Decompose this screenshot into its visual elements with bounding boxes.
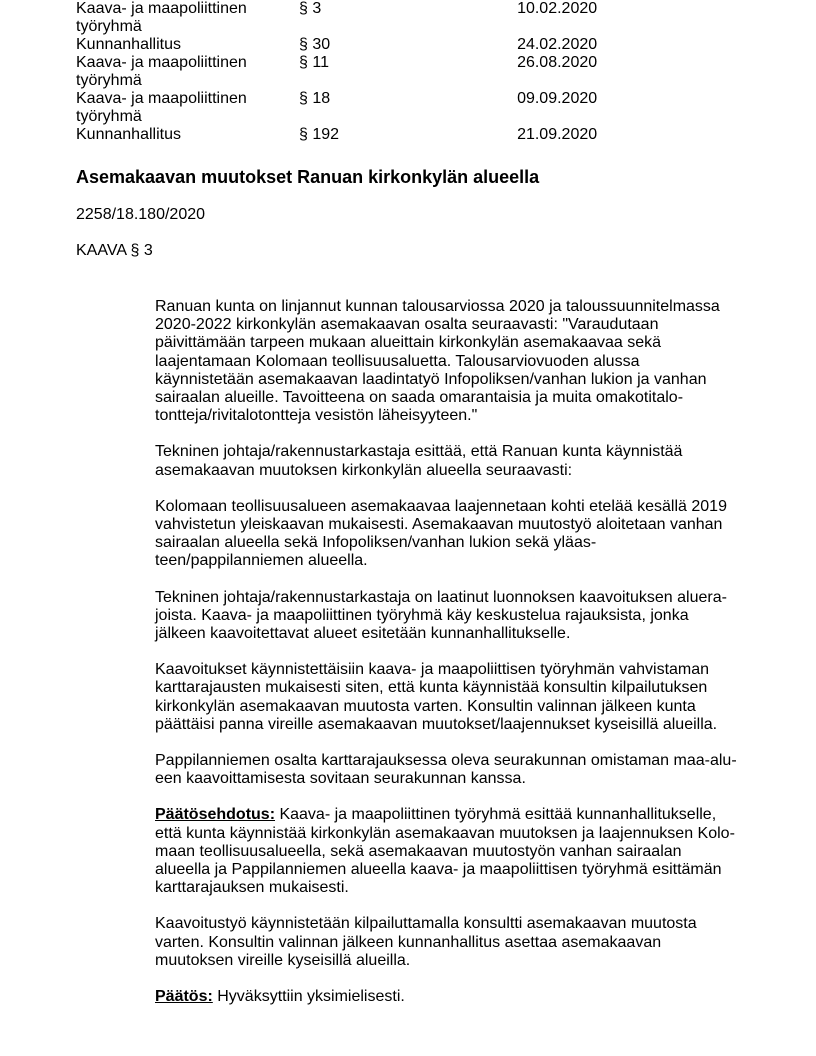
history-row [76,90,636,126]
history-body: Kaava- ja maapoliittinen työryhmä [76,90,247,125]
body-paragraph: Kaavoitukset käynnistettäisiin kaava- ja maapoliittisen työryhmän vahvistaman karttarajausten mukaisesti siten, että kunta käynnistää konsultin kilpailutuksen kirkonkylän asemakaavan muutosta varten. Konsultin valinnan jälkeen kunta päättäisi panna vireille asemakaavan muutokset/laajennukset kyseisillä alueilla. [155,661,718,733]
diary-number: 2258/18.180/2020 [76,206,206,223]
decision-text: Hyväksyttiin yksimielisesti. [212,988,405,1006]
history-section: § 30 [299,36,331,53]
proposal-text: Kaava- ja maapoliittinen työryhmä esittää kunnanhallitukselle, että kunta käynnistää kirkonkylän asemakaavan muutoksen ja laajennuksen Kolo- maan teollisuusalueella, sekä asemakaavan muutostyön vanhan sairaalan alueella ja Pappilanniemen alueella kaava- ja maapoliittisen työryhmä esittämän karttarajauksen mukaisesti. [155,806,735,897]
history-body: Kunnanhallitus [76,36,181,53]
body-paragraph: Tekninen johtaja/rakennustarkastaja esittää, että Ranuan kunta käynnistää asemakaavan muutoksen kirkonkylän alueella seuraavasti: [155,443,683,479]
body-paragraph: Kolomaan teollisuusalueen asemakaavaa laajennetaan kohti etelää kesällä 2019 vahvistetun yleiskaavan mukaisesti. Asemakaavan muutostyö aloitetaan vanhan sairaalan alueella sekä Infopoliksen/vanhan lukion sekä yläas- teen/pappilanniemen alueella. [155,497,727,570]
decision [155,988,755,1006]
history-date: 24.02.2020 [517,36,598,53]
body-paragraph: Pappilanniemen osalta karttarajauksessa oleva seurakunnan omistaman maa-alu- een kaavoittamisesta sovitaan seurakunnan kanssa. [155,752,737,788]
history-body: Kaava- ja maapoliittinen työryhmä [76,54,247,89]
history-date: 26.08.2020 [517,54,598,71]
history-section: § 192 [299,126,340,143]
matter-title: Asemakaavan muutokset Ranuan kirkonkylän alueella [76,167,540,187]
processing-history-table [76,0,636,144]
history-body: Kaava- ja maapoliittinen työryhmä [76,0,247,35]
body-paragraph: Ranuan kunta on linjannut kunnan talousarviossa 2020 ja taloussuunnitelmassa 2020-2022 kirkonkylän asemakaavan osalta seuraavasti: "Varaudutaan päivittämään tarpeen mukaan alueittain kirkonkylän asemakaavaa sekä laajentamaan Kolomaan teollisuusaluetta. Talousarviovuoden alussa käynnistetään asemakaavan laadintatyö Infopoliksen/vanhan lukion ja vanhan sairaalan alueille. Tavoitteena on saada omarantaisia ja muita omakotitalo- tontteja/rivitalotontteja vesistön läheisyyteen." [155,298,720,425]
history-body: Kunnanhallitus [76,126,181,143]
decision-proposal [155,806,755,897]
body-paragraph: Tekninen johtaja/rakennustarkastaja on laatinut luonnoksen kaavoituksen aluera- joista. Kaava- ja maapoliittinen työryhmä käy keskustelua rajauksista, jonka jälkeen kaavoitettavat alueet esitetään kunnanhallitukselle. [155,588,727,643]
history-date: 09.09.2020 [517,90,598,107]
history-date: 10.02.2020 [517,0,598,17]
history-row [76,36,636,54]
history-section: § 3 [299,0,322,17]
history-row [76,0,636,36]
history-row [76,54,636,90]
history-date: 21.09.2020 [517,126,598,143]
decision-label: Päätös: [155,988,213,1006]
history-section: § 11 [299,54,329,71]
matter-body [155,298,755,1024]
section-code: KAAVA § 3 [76,242,153,259]
history-row [76,126,636,144]
history-section: § 18 [299,90,331,107]
proposal-label: Päätösehdotus: [155,806,276,824]
followup-paragraph: Kaavoitustyö käynnistetään kilpailuttamalla konsultti asemakaavan muutosta varten. Konsultin valinnan jälkeen kunnanhallitus asettaa asemakaavan muutoksen vireille kyseisillä alueilla. [155,915,697,969]
